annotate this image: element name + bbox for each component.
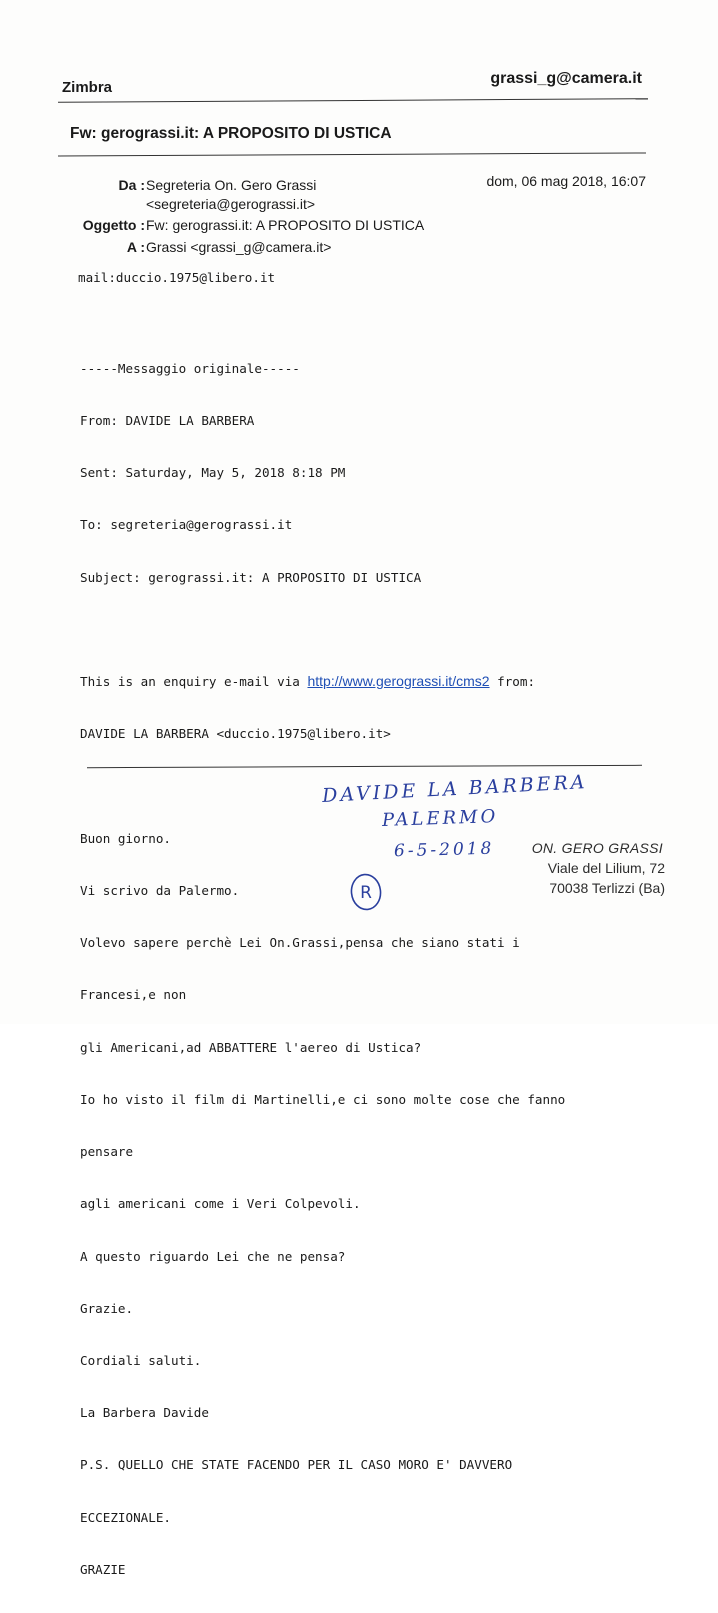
body-line: A questo riguardo Lei che ne pensa?	[80, 1248, 346, 1264]
subject-row	[70, 216, 650, 235]
from-name: Segreteria On. Gero Grassi	[146, 177, 317, 193]
message-header-fields	[70, 176, 650, 257]
subject-value: Fw: gerograssi.it: A PROPOSITO DI USTICA	[146, 217, 425, 233]
message-body	[80, 325, 565, 1613]
original-sent: Sent: Saturday, May 5, 2018 8:18 PM	[80, 465, 346, 481]
header-divider	[58, 98, 648, 103]
app-name: Zimbra	[62, 79, 113, 96]
original-subject: Subject: gerograssi.it: A PROPOSITO DI USTICA	[80, 569, 422, 585]
from-email-row	[70, 195, 650, 214]
stamp-city: 70038 Terlizzi (Ba)	[549, 880, 665, 896]
subject-label: Oggetto :	[82, 217, 145, 233]
body-line: Francesi,e non	[80, 987, 187, 1003]
message-subject-title: Fw: gerograssi.it: A PROPOSITO DI USTICA	[70, 125, 392, 142]
stamp-address: Viale del Lilium, 72	[547, 860, 665, 876]
body-line: P.S. QUELLO CHE STATE FACENDO PER IL CASO MORO E' DAVVERO	[80, 1457, 513, 1473]
body-line: pensare	[80, 1144, 134, 1160]
account-address: grassi_g@camera.it	[490, 70, 642, 87]
enquiry-prefix: This is an enquiry e-mail via	[80, 674, 308, 690]
handwritten-date: 6-5-2018	[393, 838, 495, 862]
body-line: La Barbera Davide	[80, 1405, 209, 1421]
enquiry-link[interactable]: http://www.gerograssi.it/cms2	[307, 673, 490, 690]
original-message-marker: -----Messaggio originale-----	[80, 360, 300, 376]
handwritten-r-mark-icon	[349, 872, 383, 912]
enquiry-sender: DAVIDE LA BARBERA <duccio.1975@libero.it>	[80, 726, 391, 742]
to-row	[70, 238, 650, 257]
handwritten-name: DAVIDE LA BARBERA	[321, 771, 589, 807]
handwritten-city: PALERMO	[381, 805, 499, 832]
body-line: gli Americani,ad ABBATTERE l'aereo di Ustica?	[80, 1039, 422, 1055]
body-line: agli americani come i Veri Colpevoli.	[80, 1196, 361, 1212]
enquiry-line	[80, 673, 565, 690]
body-line: Grazie.	[80, 1300, 134, 1316]
stamp-name: ON. GERO GRASSI	[531, 840, 663, 856]
spacer	[80, 621, 565, 638]
subject-divider	[58, 152, 646, 156]
from-row	[70, 176, 650, 195]
body-line: Vi scrivo da Palermo.	[80, 882, 240, 898]
to-value: Grassi <grassi_g@camera.it>	[146, 239, 332, 255]
original-to: To: segreteria@gerograssi.it	[80, 517, 293, 533]
body-line: Io ho visto il film di Martinelli,e ci sono molte cose che fanno	[80, 1091, 566, 1107]
body-line: GRAZIE	[80, 1561, 126, 1577]
to-label: A :	[126, 239, 145, 255]
message-date: dom, 06 mag 2018, 16:07	[486, 173, 646, 189]
body-line: ECCEZIONALE.	[80, 1509, 171, 1525]
enquiry-suffix: from:	[489, 674, 536, 690]
original-from: From: DAVIDE LA BARBERA	[80, 413, 255, 429]
body-line: Volevo sapere perchè Lei On.Grassi,pensa che siano stati i	[80, 935, 520, 951]
mark-letter: R	[360, 883, 372, 903]
from-label: Da :	[118, 177, 145, 193]
body-line: Cordiali saluti.	[80, 1352, 202, 1368]
body-line: Buon giorno.	[80, 830, 171, 846]
address-stamp	[525, 838, 665, 898]
mail-line: mail:duccio.1975@libero.it	[78, 270, 276, 285]
from-email: <segreteria@gerograssi.it>	[146, 196, 316, 212]
